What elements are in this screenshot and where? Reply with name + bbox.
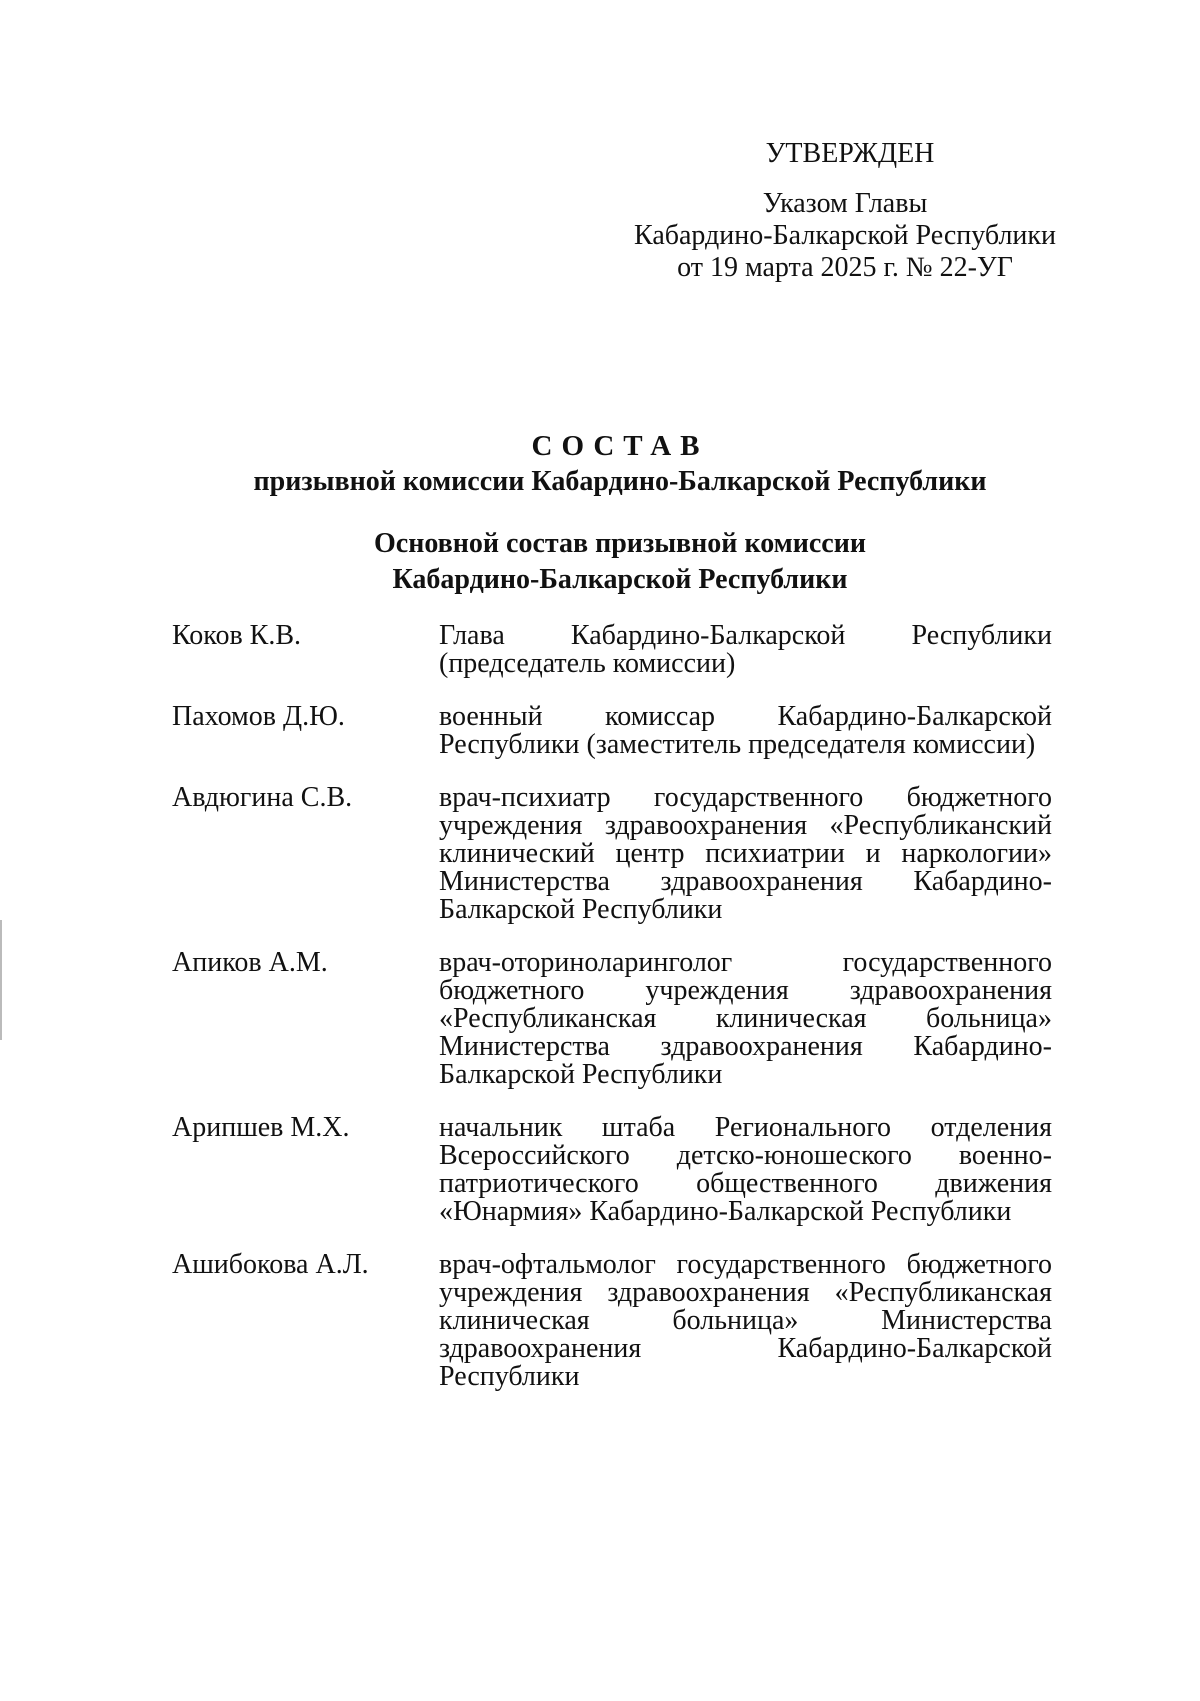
member-name: Апиков А.М. [172,947,328,978]
member-role: начальник штаба Регионального отделения Всероссийского детско-юношеского военно-патриотического общественного движения «Юнармия» Кабардино-Балкарской Республики [439,1112,1052,1227]
member-row [172,949,1052,1089]
member-row [172,1114,1052,1226]
member-role: врач-оториноларинголог государственного бюджетного учреждения здравоохранения «Республиканская клиническая больница» Министерства здравоохранения Кабардино-Балкарской Республики [439,947,1052,1090]
document-title [160,428,1080,500]
member-role: военный комиссар Кабардино-Балкарской Республики (заместитель председателя комиссии) [439,701,1052,760]
scan-edge-mark [0,920,2,1040]
approval-line-2: Кабардино-Балкарской Республики [634,220,1056,251]
approval-title: УТВЕРЖДЕН [765,138,935,169]
member-name: Арипшев М.Х. [172,1112,350,1143]
document-title-line-2: призывной комиссии Кабардино-Балкарской Республики [253,466,987,497]
approval-line-3: от 19 марта 2025 г. № 22-УГ [677,252,1013,283]
member-role: Глава Кабардино-Балкарской Республики (председатель комиссии) [439,620,1052,679]
member-role: врач-психиатр государственного бюджетного учреждения здравоохранения «Республиканский клинический центр психиатрии и наркологии» Министерства здравоохранения Кабардино-Балкарской Республики [439,782,1052,925]
member-row [172,1251,1052,1391]
member-name: Ашибокова А.Л. [172,1249,369,1280]
section-heading-line-2: Кабардино-Балкарской Республики [392,564,848,595]
member-name: Авдюгина С.В. [172,782,353,813]
section-heading [160,526,1080,598]
member-role: врач-офтальмолог государственного бюджетного учреждения здравоохранения «Республиканская клиническая больница» Министерства здравоохранения Кабардино-Балкарской Республики [439,1249,1052,1392]
section-heading-line-1: Основной состав призывной комиссии [374,528,866,559]
member-name: Коков К.В. [172,620,302,651]
approval-block [610,138,1080,284]
members-list [172,622,1052,1416]
document-title-main: СОСТАВ [531,430,709,462]
member-row [172,622,1052,678]
member-row [172,703,1052,759]
member-row [172,784,1052,924]
approval-line-1: Указом Главы [762,188,928,219]
member-name: Пахомов Д.Ю. [172,701,345,732]
